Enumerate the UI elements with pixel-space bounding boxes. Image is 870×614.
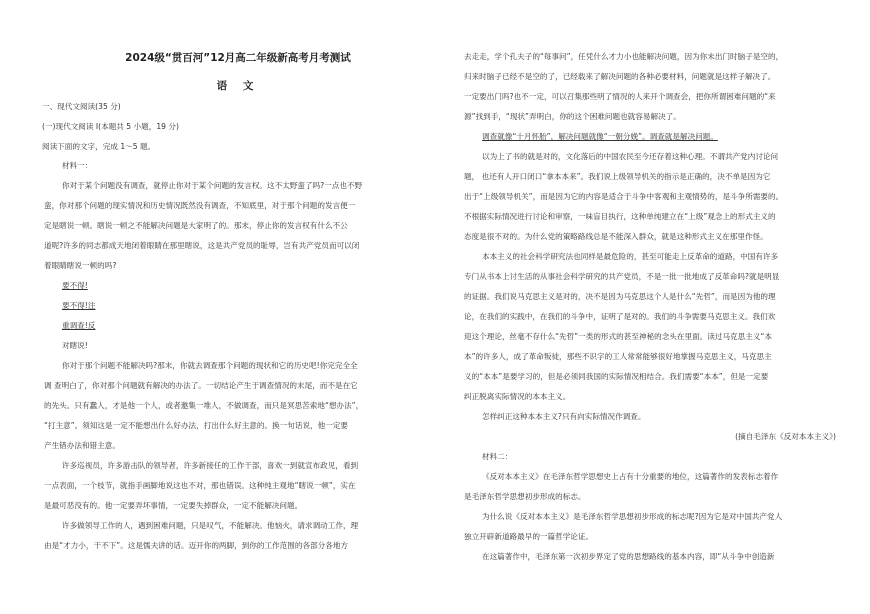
paragraph-line: 纠正脱离实际情况的本本主义。 <box>464 392 571 401</box>
paragraph-line: 《反对本本主义》在毛泽东哲学思想史上占有十分重要的地位，这篇著作的发表标志着作 <box>482 472 779 481</box>
paragraph-line: “打主意”。须知这是一定不能想出什么好办法，打出什么好主意的。换一句话说，他一定要 <box>44 421 349 430</box>
paragraph-line: 一定要出门吗?也不一定，可以召集那些明了情况的人来开个调查会，把你所谓困难问题的“来 <box>464 92 776 101</box>
paragraph-line: 是最可恶没有的。他一定要弄坏事情，一定要失掉群众，一定不能解决问题。 <box>44 501 303 510</box>
paragraph-line: 迎这个理论，丝毫不存什么“先哲”一类的形式的甚至神秘的念头在里面。读过马克思主义“本 <box>464 332 772 341</box>
paragraph-line: 在这篇著作中，毛泽东第一次初步界定了党的思想路线的基本内容，即“从斗争中创造新 <box>482 552 775 561</box>
exam-title: 2024级“贯百河”12月高二年级新高考月考测试 <box>125 52 351 64</box>
paragraph-line: 独立开辟新道路最早的一篇哲学论证。 <box>464 532 594 541</box>
paragraph-line: 论，在我们的实践中，在我们的斗争中，证明了是对的。我们的斗争需要马克思主义。我们欢 <box>464 312 776 321</box>
paragraph-line: 义的“本本”是要学习的，但是必须同我国的实际情况相结合。我们需要“本本”，但是一定要 <box>464 372 769 381</box>
paragraph-line: 道呢?许多的同志都成天地闭着眼睛在那里瞎说，这是共产党员的耻辱，岂有共产党员而可以闭 <box>44 241 360 250</box>
paragraph-line: 去走走，学个孔夫子的“每事问”，任凭什么才力小也能解决问题，因为你未出门时脑子是空的， <box>464 52 784 61</box>
paragraph-line: 着眼睛瞎说一顿的吗? <box>44 261 117 270</box>
instruction-text: 阅读下面的文字，完成 1～5 题。 <box>42 142 156 151</box>
paragraph-line: 以为上了书的就是对的，文化落后的中国农民至今还存着这种心理。不谓共产党内讨论问 <box>482 152 779 161</box>
material-label: 材料一： <box>62 161 93 170</box>
paragraph-line: 不根据实际情况进行讨论和审察，一味盲目执行，这种单纯建立在“上级”观念上的形式主义的 <box>464 212 776 221</box>
paragraph-line: 一点表面，一个枝节，就指手画脚地说这也不对，那也错误。这种纯主观地“瞎说一顿”，实在 <box>44 481 356 490</box>
source-citation: (摘自毛泽东《反对本本主义》) <box>735 432 836 441</box>
paragraph-line: 许多巡视员，许多游击队的领导者，许多新接任的工作干部，喜欢一到就宣布政见，看到 <box>62 461 359 470</box>
paragraph-line: 许多做领导工作的人，遇到困难问题，只是叹气，不能解决。他恼火，请求调动工作，理 <box>62 521 359 530</box>
paragraph-line: 题， 也还有人开口闭口“拿本本来”。我们说上级领导机关的指示是正确的，决不单是因为它 <box>464 172 771 181</box>
paragraph-line: 是毛泽东哲学思想初步形成的标志。 <box>464 492 586 501</box>
paragraph-line: 调查就像“十月怀胎”，解决问题就像“一朝分娩”。调查就是解决问题。 <box>482 132 718 141</box>
paragraph-line: 由是“才力小，干不下”。这是懦夫讲的话。迈开你的两脚，到你的工作范围的各部分各地方 <box>44 541 349 550</box>
paragraph-line: 本”的许多人，成了革命叛徒，那些不识字的工人常常能够很好地掌握马克思主义，马克思主 <box>464 352 772 361</box>
exam-subject: 语 文 <box>216 80 260 92</box>
paragraph-line: 归来时脑子已经不是空的了，已经载来了解决问题的各种必要材料，问题就是这样子解决了。 <box>464 72 776 81</box>
paragraph-line: 源”找到手，“现状”弄明白，你的这个困难问题也就容易解决了。 <box>464 112 681 121</box>
material-label: 材料二： <box>482 452 513 461</box>
paragraph-line: 你对于那个问题不能解决吗?那末，你就去调查那个问题的现状和它的历史吧!你完完全全 <box>62 361 358 370</box>
section-heading: 一、现代文阅读(35 分) <box>42 102 121 111</box>
slogan-line: 重调查!反 <box>62 321 96 330</box>
paragraph-line: 你对于某个问题没有调查，就停止你对于某个问题的发言权。这不太野蛮了吗?一点也不野 <box>62 181 363 190</box>
paragraph-line: 怎样纠正这种本本主义?只有向实际情况作调查。 <box>482 412 646 421</box>
subsection-heading: (一)现代文阅读 I(本题共 5 小题，19 分) <box>42 122 179 131</box>
paragraph-line: 为什么说《反对本本主义》是毛泽东哲学思想初步形成的标志呢?因为它是对中国共产党人 <box>482 512 783 521</box>
paragraph-line: 专门从书本上讨生活的从事社会科学研究的共产党员，不是一批一批地成了反革命吗?就是明显 <box>464 272 780 281</box>
paragraph-line: 的证据。我们说马克思主义是对的，决不是因为马克思这个人是什么“先哲”，而是因为他的理 <box>464 292 776 301</box>
paragraph-line: 调 查明白了，你对那个问题就有解决的办法了。一切结论产生于调查情况的末尾，而不是在它 <box>44 381 358 390</box>
slogan-line: 要不得! <box>62 281 88 290</box>
slogan-line: 要不得!注 <box>62 301 96 310</box>
paragraph-line: 态度是很不对的。为什么党的策略路线总是不能深入群众，就是这种形式主义在那里作怪。 <box>464 232 768 241</box>
paragraph-line: 出于“上级领导机关”，而是因为它的内容是适合于斗争中客观和主观情势的，是斗争所需要的。 <box>464 192 784 201</box>
paragraph-line: 本本主义的社会科学研究法也同样是最危险的，甚至可能走上反革命的道路，中国有许多 <box>482 252 779 261</box>
paragraph-line: 产生错办法和错主意。 <box>44 441 120 450</box>
paragraph-line: 的先头。只有蠢人，才是他一个人，或者邀集一堆人，不做调查，而只是冥思苦索地“想办法”， <box>44 401 364 410</box>
paragraph-line: 蛮，你对那个问题的现实情况和历史情况既然没有调查，不知底里，对于那个问题的发言便一 <box>44 201 356 210</box>
slogan-line: 对瞎说! <box>62 341 88 350</box>
paragraph-line: 定是瞎说一顿。瞎说一顿之不能解决问题是大家明了的。那末，停止你的发言权有什么不公 <box>44 221 348 230</box>
